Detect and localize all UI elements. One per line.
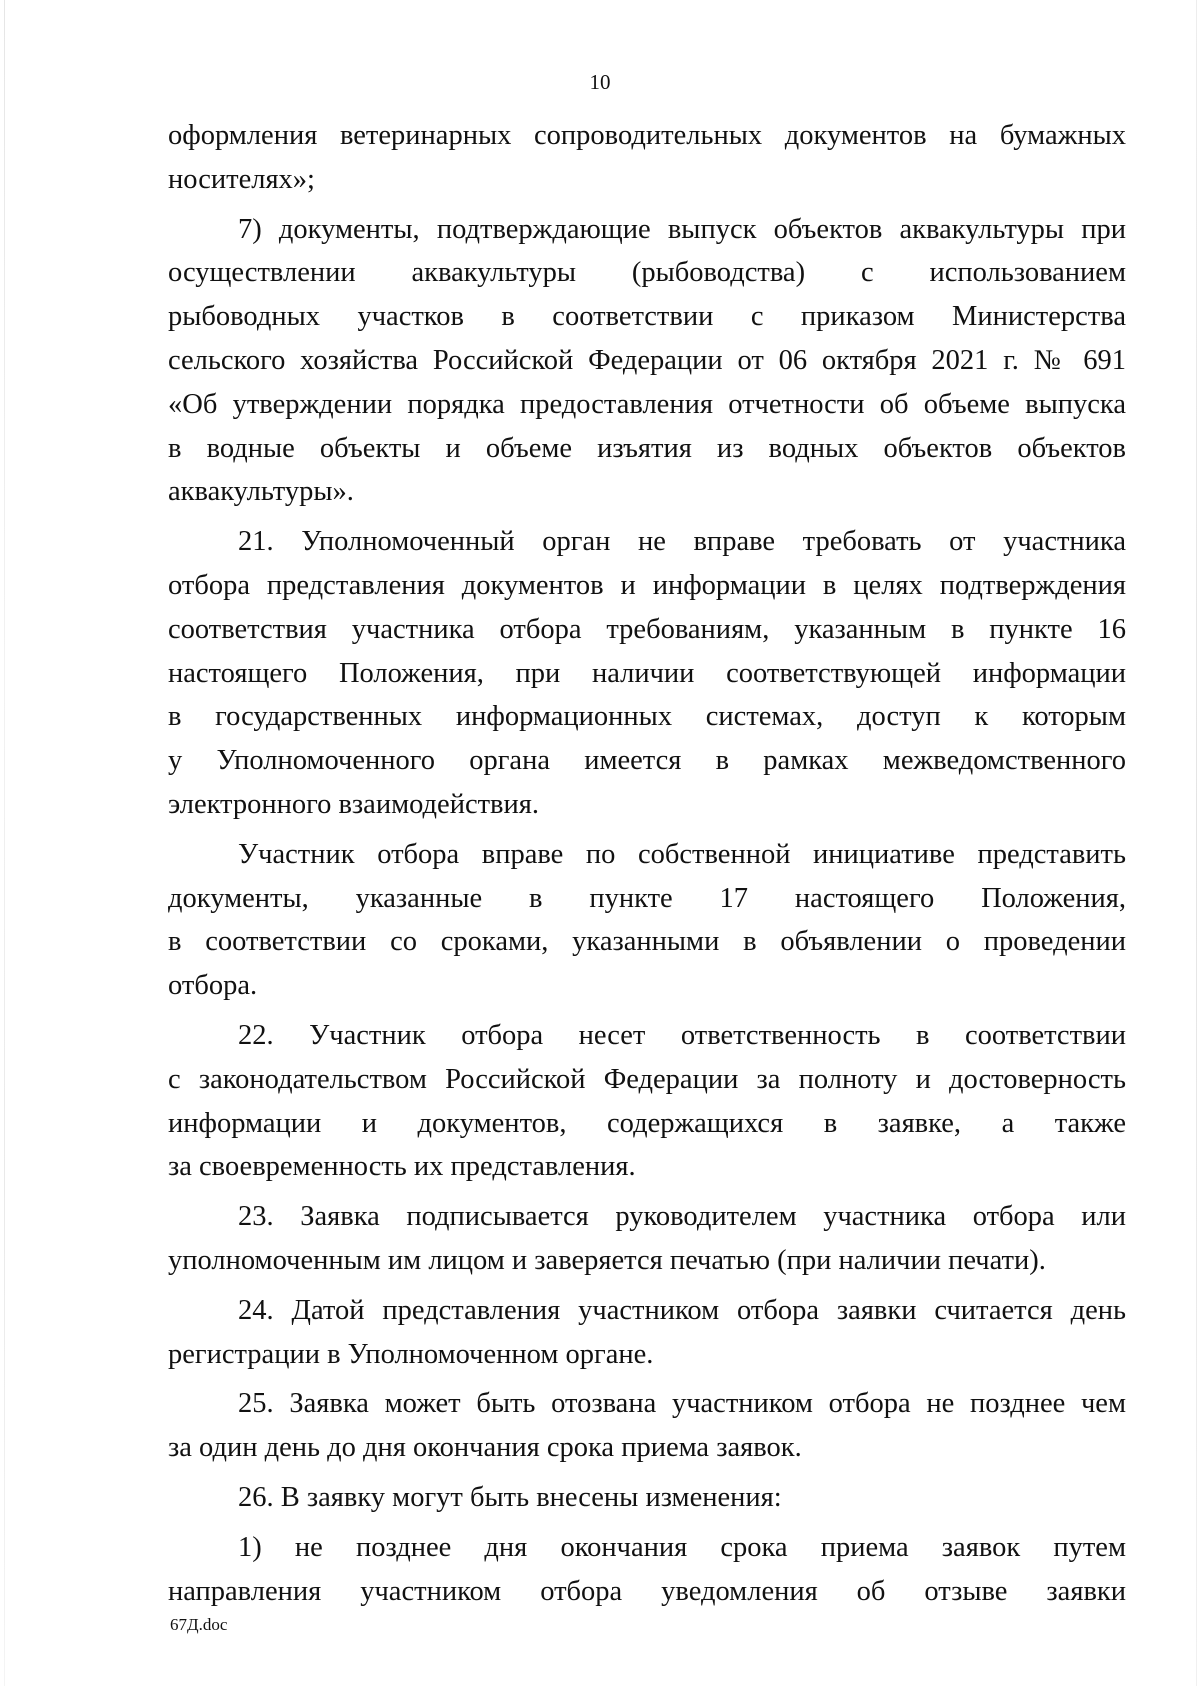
scan-edge-left: [4, 0, 5, 1686]
text-line: уполномоченным им лицом и заверяется печатью (при наличии печати).: [168, 1244, 1046, 1276]
text-line: Участник отбора вправе по собственной инициативе представить: [238, 838, 1126, 870]
text-line: направления участником отбора уведомления об отзыве заявки: [168, 1575, 1126, 1607]
text-line: с законодательством Российской Федерации за полноту и достоверность: [168, 1063, 1126, 1095]
text-line: настоящего Положения, при наличии соответствующей информации: [168, 657, 1126, 689]
text-line: в водные объекты и объеме изъятия из водных объектов объектов: [168, 432, 1126, 464]
paragraph-item-7: [168, 208, 1126, 515]
document-body: [168, 114, 1126, 1613]
text-line: регистрации в Уполномоченном органе.: [168, 1338, 654, 1370]
text-line: электронного взаимодействия.: [168, 788, 540, 820]
text-line: оформления ветеринарных сопроводительных документов на бумажных: [168, 120, 1126, 151]
paragraph-21: [168, 520, 1126, 827]
paragraph-participant-right: [168, 833, 1126, 1008]
paragraph-25: [168, 1382, 1126, 1470]
text-line: 26. В заявку могут быть внесены изменения:: [238, 1481, 782, 1513]
text-line: 1) не позднее дня окончания срока приема заявок путем: [238, 1531, 1126, 1563]
text-line: 25. Заявка может быть отозвана участником отбора не позднее чем: [238, 1388, 1126, 1420]
text-line: за один день до дня окончания срока приема заявок.: [168, 1432, 802, 1464]
text-line: у Уполномоченного органа имеется в рамках межведомственного: [168, 745, 1126, 777]
paragraph-22: [168, 1014, 1126, 1189]
text-line: «Об утверждении порядка предоставления отчетности об объеме выпуска: [168, 388, 1126, 420]
text-line: 24. Датой представления участником отбора заявки считается день: [238, 1294, 1126, 1326]
text-line: информации и документов, содержащихся в заявке, а также: [168, 1107, 1126, 1139]
text-line: в соответствии со сроками, указанными в объявлении о проведении: [168, 926, 1126, 958]
text-line: сельского хозяйства Российской Федерации от 06 октября 2021 г. № 691: [168, 344, 1126, 376]
scan-edge-right: [1196, 0, 1197, 1686]
text-line: 22. Участник отбора несет ответственность в соответствии: [238, 1019, 1126, 1051]
paragraph-24: [168, 1289, 1126, 1377]
text-line: 23. Заявка подписывается руководителем участника отбора или: [238, 1201, 1126, 1233]
paragraph-26: [168, 1476, 1126, 1520]
text-line: носителях»;: [168, 163, 315, 195]
paragraph-23: [168, 1195, 1126, 1283]
text-line: 7) документы, подтверждающие выпуск объектов аквакультуры при: [238, 213, 1126, 245]
text-line: отбора.: [168, 970, 258, 1002]
paragraph-continuation: [168, 114, 1126, 202]
text-line: в государственных информационных системах, доступ к которым: [168, 701, 1126, 733]
text-line: рыбоводных участков в соответствии с приказом Министерства: [168, 301, 1126, 333]
text-line: аквакультуры».: [168, 476, 354, 508]
paragraph-26-item-1: [168, 1526, 1126, 1614]
text-line: 21. Уполномоченный орган не вправе требовать от участника: [238, 526, 1126, 558]
text-line: осуществлении аквакультуры (рыбоводства) с использованием: [168, 257, 1126, 289]
text-line: отбора представления документов и информации в целях подтверждения: [168, 569, 1126, 601]
text-line: за своевременность их представления.: [168, 1151, 636, 1183]
footer-filename: 67Д.doc: [170, 1615, 228, 1634]
page-number: 10: [589, 70, 611, 94]
text-line: соответствия участника отбора требованиям, указанным в пункте 16: [168, 613, 1126, 645]
text-line: документы, указанные в пункте 17 настоящего Положения,: [168, 882, 1126, 914]
